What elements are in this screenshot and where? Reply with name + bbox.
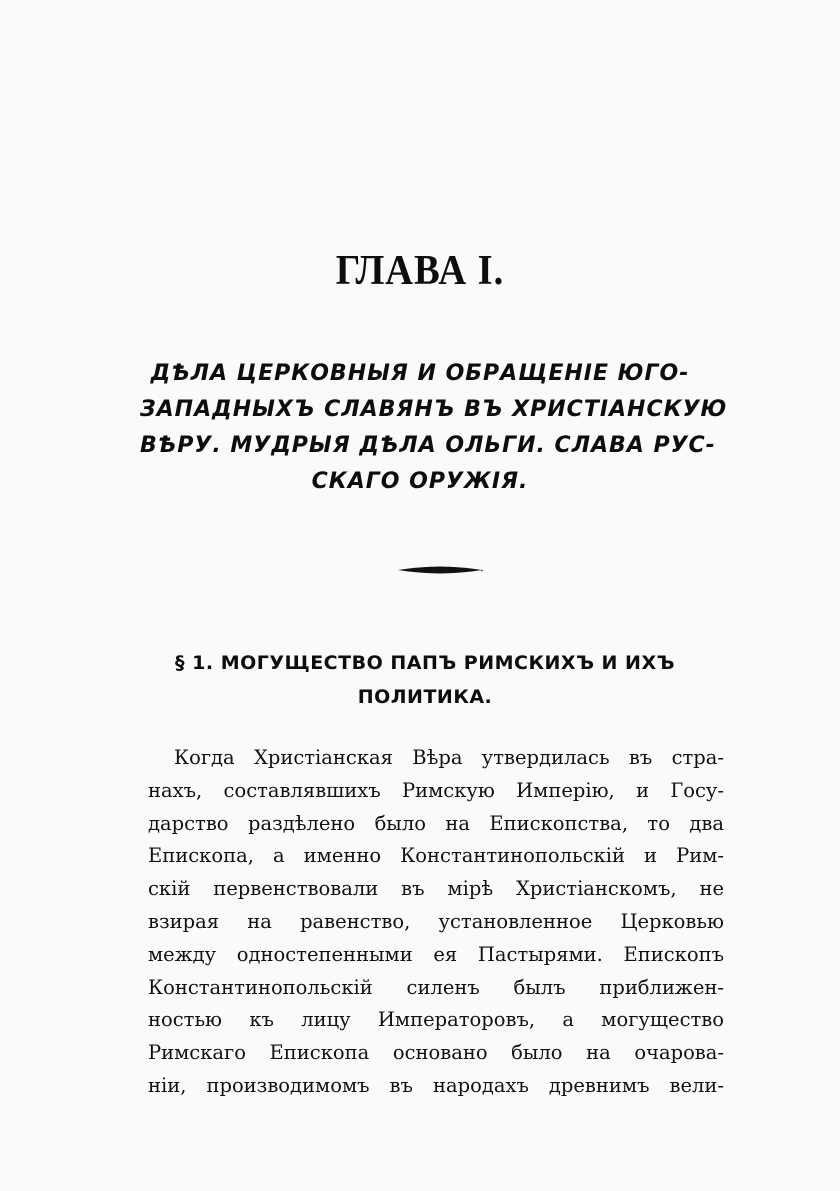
body-line: Епископа, а именно Константинопольскій и Рим-: [148, 844, 724, 868]
summary-line: СКАГО ОРУЖІЯ.: [311, 469, 529, 494]
body-line: дарство раздѣлено было на Епископства, то два: [148, 811, 724, 835]
body-line: Константинопольскій силенъ былъ приближен-: [148, 975, 724, 999]
body-line: взирая на равенство, установленное Церковью: [148, 909, 724, 933]
chapter-title: ГЛАВА І.: [335, 248, 505, 294]
body-paragraph: [148, 742, 724, 1103]
ornament-divider: [396, 564, 484, 576]
body-line: Римскаго Епископа основано было на очарова-: [148, 1041, 724, 1065]
summary-line: ДѢЛА ЦЕРКОВНЫЯ И ОБРАЩЕНІЕ ЮГО-: [150, 361, 690, 386]
section-heading-line: § 1. МОГУЩЕСТВО ПАПЪ РИМСКИХЪ И ИХЪ: [175, 652, 675, 674]
body-line: между одностепенными ея Пастырями. Епископъ: [148, 942, 724, 966]
section-heading-line: ПОЛИТИКА.: [357, 686, 493, 708]
summary-line: ЗАПАДНЫХЪ СЛАВЯНЪ ВЪ ХРИСТІАНСКУЮ: [140, 397, 728, 422]
body-line: ностью къ лицу Императоровъ, а могущество: [148, 1008, 724, 1032]
summary-line: ВѢРУ. МУДРЫЯ ДѢЛА ОЛЬГИ. СЛАВА РУС-: [140, 433, 716, 458]
body-line: скій первенствовали въ мірѣ Христіанскомъ, не: [148, 877, 724, 901]
body-line: ніи, производимомъ въ народахъ древнимъ вели-: [148, 1073, 724, 1097]
chapter-summary: [140, 356, 728, 500]
section-heading: [130, 646, 720, 714]
body-line: нахъ, составлявшихъ Римскую Имперію, и Госу-: [148, 778, 724, 802]
body-line: Когда Христіанская Вѣра утвердилась въ стра-: [174, 746, 724, 769]
